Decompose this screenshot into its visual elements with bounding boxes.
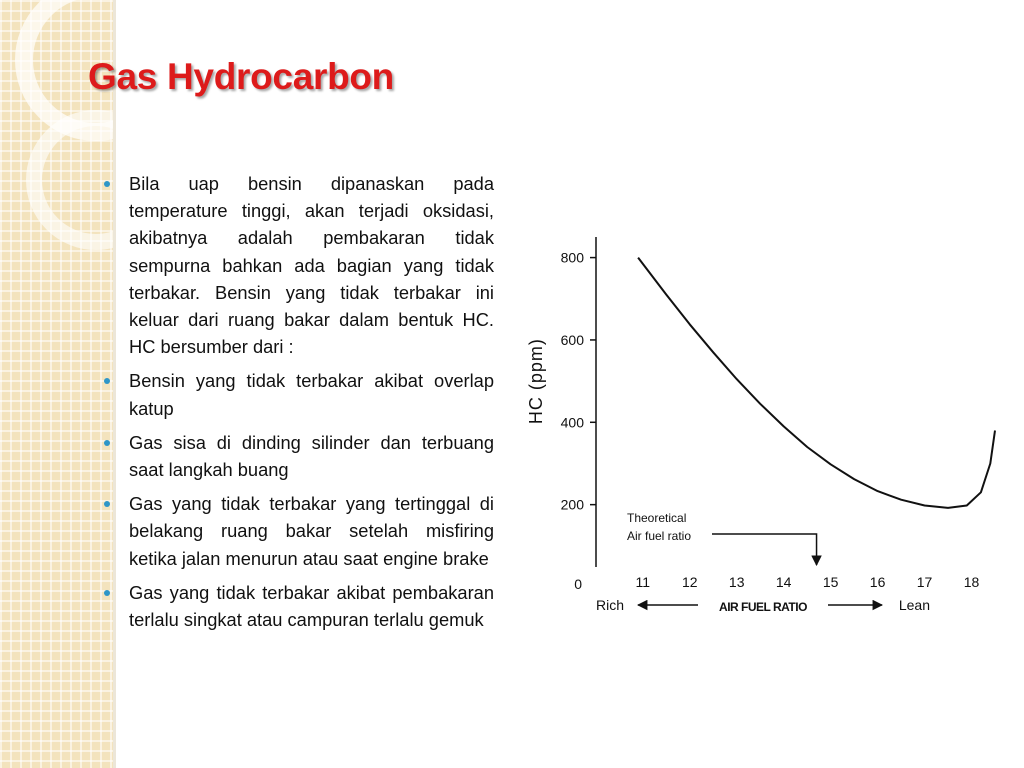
bullet-dot-icon <box>104 440 110 446</box>
decorative-side-strip <box>0 0 113 768</box>
bullet-item <box>104 170 494 360</box>
x-tick-label: 18 <box>963 574 980 590</box>
bullet-list <box>104 170 494 640</box>
x-tick-label: 17 <box>916 574 933 590</box>
bullet-text: Gas yang tidak terbakar akibat pembakaran terlalu singkat atau campuran terlalu gemuk <box>129 581 494 631</box>
hc-chart <box>500 225 1020 625</box>
bullet-dot-icon <box>104 501 110 507</box>
bullet-text: Gas sisa di dinding silinder dan terbuang saat langkah buang <box>129 431 494 481</box>
lean-label: Lean <box>898 597 930 613</box>
bullet-dot-icon <box>104 378 110 384</box>
slide-title: Gas Hydrocarbon <box>88 56 394 97</box>
bullet-dot-icon <box>104 590 110 596</box>
bullet-dot-icon <box>104 181 110 187</box>
bullet-item <box>104 490 494 572</box>
bullet-item <box>104 429 494 483</box>
hc-chart-svg <box>500 225 1020 625</box>
x-tick-label: 15 <box>822 574 839 590</box>
bullet-text: Bila uap bensin dipanaskan pada temperature tinggi, akan terjadi oksidasi, akibatnya adalah pembakaran tidak sempurna bahkan ada bagian yang tidak terbakar. Bensin yang tidak terbakar ini keluar dari ruang bakar dalam bentuk HC. HC bersumber dari : <box>129 173 494 358</box>
bullet-item <box>104 579 494 633</box>
decorative-circles <box>0 0 113 768</box>
bullet-item <box>104 367 494 421</box>
x-tick-label: 11 <box>635 574 651 590</box>
x-axis-label: AIR FUEL RATIO <box>719 600 807 614</box>
y-tick-label: 800 <box>560 249 584 266</box>
y-tick-label: 200 <box>560 496 584 513</box>
annotation-line2: Air fuel ratio <box>627 529 692 543</box>
y-tick-label: 400 <box>560 414 584 431</box>
bullet-text: Gas yang tidak terbakar yang tertinggal di belakang ruang bakar setelah misfiring ketika jalan menurun atau saat engine brake <box>129 493 494 569</box>
zero-label: 0 <box>574 576 582 592</box>
rich-label: Rich <box>596 597 625 613</box>
hc-curve <box>638 258 995 508</box>
x-tick-label: 14 <box>775 574 792 590</box>
annotation-line1: Theoretical <box>627 511 687 525</box>
annotation-arrow <box>712 534 817 565</box>
y-tick-label: 600 <box>560 331 584 348</box>
x-tick-label: 12 <box>681 574 698 590</box>
x-tick-label: 16 <box>869 574 886 590</box>
x-tick-label: 13 <box>728 574 745 590</box>
y-axis-label: HC (ppm) <box>526 338 546 425</box>
bullet-text: Bensin yang tidak terbakar akibat overlap katup <box>129 370 494 419</box>
